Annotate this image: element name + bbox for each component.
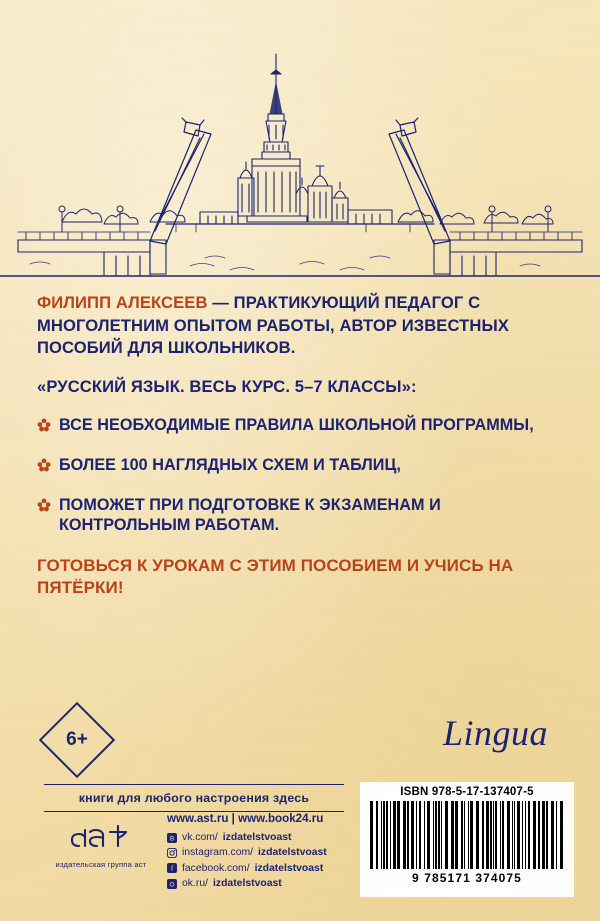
- ok-icon: [167, 879, 177, 889]
- slogan-rule-top: [44, 784, 344, 785]
- ast-logo-caption: издательская группа аст: [55, 860, 147, 869]
- social-handle-vk: izdatelstvoast: [222, 832, 292, 843]
- svg-text:B: B: [169, 835, 175, 843]
- vk-icon: [167, 833, 177, 843]
- list-item-label: БОЛЕЕ 100 НАГЛЯДНЫХ СХЕМ И ТАБЛИЦ,: [59, 455, 401, 474]
- social-url-facebook: facebook.com/: [182, 862, 250, 874]
- slogan-text: книги для любого настроения здесь: [78, 791, 310, 805]
- age-rating-badge: [39, 702, 115, 778]
- social-handle-facebook: izdatelstvoast: [254, 862, 324, 874]
- lingua-imprint-logo: Lingua: [442, 713, 548, 753]
- list-item: [37, 455, 567, 476]
- book-title-line: «РУССКИЙ ЯЗЫК. ВЕСЬ КУРС. 5–7 КЛАССЫ»:: [37, 377, 417, 397]
- list-item-label: ПОМОЖЕТ ПРИ ПОДГОТОВКЕ К ЭКЗАМЕНАМ И КОНТРОЛЬНЫМ РАБОТАМ.: [59, 495, 441, 535]
- palace-bridge-and-peter-and-paul-fortress-engraving: [0, 26, 600, 281]
- social-handle-ok: izdatelstvoast: [213, 878, 282, 890]
- list-item: [37, 495, 567, 536]
- publisher-websites[interactable]: www.ast.ru | www.book24.ru: [167, 812, 324, 825]
- publisher-slogan: [44, 784, 344, 812]
- barcode-bar: [563, 801, 564, 869]
- barcode-bars: [366, 801, 568, 869]
- feature-list: [37, 415, 567, 536]
- author-name: ФИЛИПП АЛЕКСЕЕВ: [37, 293, 208, 312]
- lead-paragraph: [37, 292, 567, 360]
- ast-publisher-logo: [46, 820, 156, 869]
- social-link-ok[interactable]: [167, 876, 327, 891]
- svg-text:O: O: [169, 881, 175, 889]
- social-link-facebook[interactable]: [167, 861, 327, 876]
- svg-text:f: f: [170, 865, 174, 874]
- social-handle-instagram: izdatelstvoast: [258, 847, 327, 859]
- list-item: [37, 415, 567, 436]
- social-url-vk: vk.com/: [182, 832, 218, 843]
- isbn-text: ISBN 978-5-17-137407-5: [400, 786, 534, 798]
- barcode-block: [360, 782, 574, 897]
- social-url-instagram: instagram.com/: [182, 847, 254, 859]
- barcode-digits: 9 785171 374075: [412, 871, 522, 885]
- social-link-instagram[interactable]: [167, 845, 327, 860]
- list-item-label: ВСЕ НЕОБХОДИМЫЕ ПРАВИЛА ШКОЛЬНОЙ ПРОГРАММЫ,: [59, 416, 534, 435]
- ast-logo-mark: [66, 820, 136, 854]
- flower-bullet-icon: [37, 417, 51, 431]
- age-rating-label: 6+: [66, 729, 88, 750]
- social-url-ok: ok.ru/: [182, 878, 208, 890]
- callout-text: ГОТОВЬСЯ К УРОКАМ С ЭТИМ ПОСОБИЕМ И УЧИСЬ НА ПЯТЁРКИ!: [37, 556, 514, 598]
- blurb-text-block: [37, 292, 567, 616]
- flower-bullet-icon: [37, 497, 51, 511]
- lead-rest: — ПРАКТИКУЮЩИЙ ПЕДАГОГ С МНОГОЛЕТНИМ ОПЫТОМ РАБОТЫ, АВТОР ИЗВЕСТНЫХ ПОСОБИЙ ДЛЯ ШКОЛЬНИКОВ.: [37, 293, 509, 358]
- social-link-vk[interactable]: [167, 830, 327, 845]
- instagram-icon: [167, 848, 177, 858]
- social-links: [167, 830, 327, 892]
- flower-bullet-icon: [37, 457, 51, 471]
- facebook-icon: [167, 863, 177, 873]
